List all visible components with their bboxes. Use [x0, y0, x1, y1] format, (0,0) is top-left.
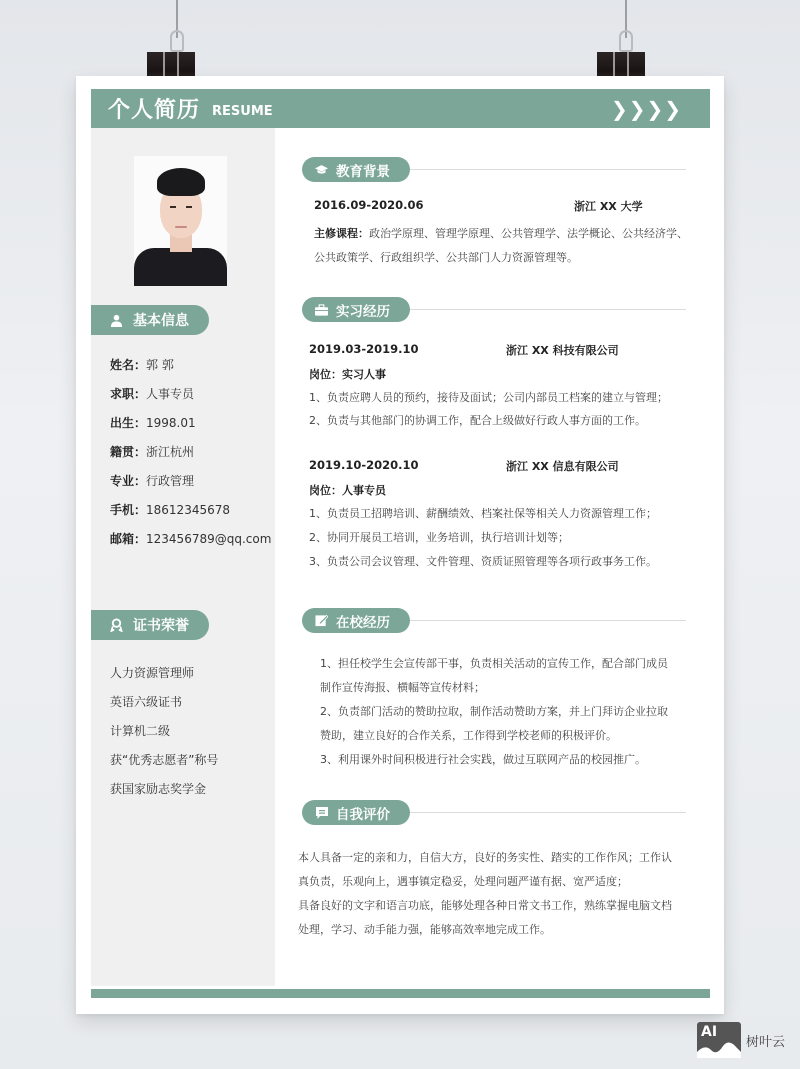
certificates-list [110, 664, 218, 809]
info-label: 求职： [110, 387, 147, 401]
section-divider [410, 620, 686, 621]
resume-title: 个人简历 [108, 98, 201, 123]
campus-pill [302, 608, 410, 633]
job1-duty: 2、负责与其他部门的协调工作，配合上级做好行政人事方面的工作。 [309, 414, 646, 427]
campus-line: 制作宣传海报、横幅等宣传材料； [320, 681, 485, 694]
edit-icon [315, 614, 328, 627]
info-label: 专业： [110, 474, 147, 488]
clip-ring-right [619, 30, 633, 52]
photo-eye [186, 206, 192, 208]
watermark-logo-text: AI [701, 1024, 718, 1040]
self-eval-line: 具备良好的文字和语言功底，能够处理各种日常文书工作，熟练掌握电脑文档 [298, 899, 672, 912]
certificate-item: 获国家励志奖学金 [110, 782, 207, 796]
internship-heading [302, 297, 686, 322]
campus-line: 2、负责部门活动的赞助拉取，制作活动赞助方案，并上门拜访企业拉取 [320, 705, 668, 718]
self-eval-line: 处理，学习、动手能力强，能够高效率地完成工作。 [298, 923, 551, 936]
photo-eye [170, 206, 176, 208]
campus-line: 赞助，建立良好的合作关系，工作得到学校老师的积极评价。 [320, 729, 617, 742]
education-school: 浙江 XX 大学 [574, 200, 643, 213]
photo-mouth [175, 226, 187, 228]
certificate-item: 人力资源管理师 [110, 666, 195, 680]
job2-company: 浙江 XX 信息有限公司 [506, 460, 619, 473]
basic-info-list [110, 356, 271, 559]
campus-line: 1、担任校学生会宣传部干事，负责相关活动的宣传工作，配合部门成员 [320, 657, 668, 670]
section-divider [410, 309, 686, 310]
sidebar [91, 128, 275, 986]
chevrons-right-icon: ❯❯❯❯ [610, 97, 682, 121]
internship-pill [302, 297, 410, 322]
self-eval-line: 真负责，乐观向上，遇事镇定稳妥，处理问题严谨有据、宽严适度； [298, 875, 628, 888]
watermark-logo-icon [697, 1022, 741, 1058]
job2-position: 岗位：人事专员 [309, 484, 386, 497]
job1-date: 2019.03-2019.10 [309, 342, 419, 356]
profile-photo [134, 156, 227, 286]
info-value: 人事专员 [146, 387, 195, 401]
campus-line: 3、利用课外时间积极进行社会实践，做过互联网产品的校园推广。 [320, 753, 646, 766]
clip-ring-left [170, 30, 184, 52]
job2-date: 2019.10-2020.10 [309, 458, 419, 472]
info-value: 郭 郭 [146, 358, 174, 372]
education-title: 教育背景 [336, 163, 390, 180]
info-row-hometown [110, 443, 271, 472]
info-label: 出生： [110, 416, 147, 430]
internship-title: 实习经历 [336, 303, 390, 320]
info-row-phone [110, 501, 271, 530]
basic-info-heading [91, 305, 209, 335]
job2-duty: 3、负责公司会议管理、文件管理、资质证照管理等各项行政事务工作。 [309, 555, 657, 568]
info-label: 籍贯： [110, 445, 147, 459]
self-eval-title: 自我评价 [336, 806, 390, 823]
certificates-title: 证书荣誉 [133, 618, 189, 634]
courses-label: 主修课程： [314, 227, 369, 240]
info-row-birth [110, 414, 271, 443]
photo-hair [157, 168, 205, 196]
certificate-item: 计算机二级 [110, 724, 171, 738]
info-row-email [110, 530, 271, 559]
job1-company: 浙江 XX 科技有限公司 [506, 344, 619, 357]
info-value: 1998.01 [146, 416, 196, 430]
self-eval-line: 本人具备一定的亲和力，自信大方，良好的务实性、踏实的工作作风；工作认 [298, 851, 672, 864]
education-heading [302, 157, 686, 182]
main-content [298, 76, 718, 1014]
info-value: 123456789@qq.com [146, 532, 272, 546]
info-row-major [110, 472, 271, 501]
graduation-cap-icon [315, 163, 328, 176]
user-icon [109, 313, 123, 327]
watermark [697, 1022, 785, 1058]
job2-duty: 1、负责员工招聘培训、薪酬绩效、档案社保等相关人力资源管理工作； [309, 507, 657, 520]
info-label: 手机： [110, 503, 147, 517]
education-pill [302, 157, 410, 182]
info-row-name [110, 356, 271, 385]
basic-info-title: 基本信息 [133, 313, 189, 329]
watermark-text: 树叶云 [746, 1034, 786, 1050]
education-courses-line2: 公共政策学、行政组织学、公共部门人力资源管理等。 [314, 251, 578, 264]
info-label: 姓名： [110, 358, 147, 372]
campus-heading [302, 608, 686, 633]
education-date: 2016.09-2020.06 [314, 198, 424, 212]
job1-position: 岗位：实习人事 [309, 368, 386, 381]
job2-duty: 2、协同开展员工培训，业务培训，执行培训计划等； [309, 531, 569, 544]
campus-title: 在校经历 [336, 614, 390, 631]
courses-value: 政治学原理、管理学原理、公共管理学、法学概论、公共经济学、 [369, 227, 688, 240]
certificates-heading [91, 610, 209, 640]
photo-shirt [134, 248, 227, 286]
job1-duty: 1、负责应聘人员的预约，接待及面试；公司内部员工档案的建立与管理； [309, 391, 668, 404]
section-divider [410, 812, 686, 813]
info-value: 浙江杭州 [146, 445, 195, 459]
award-icon [109, 618, 123, 632]
education-courses-line1 [314, 225, 688, 241]
info-row-job [110, 385, 271, 414]
self-eval-pill [302, 800, 410, 825]
briefcase-icon [315, 303, 328, 316]
certificate-item: 获“优秀志愿者”称号 [110, 753, 219, 767]
self-eval-text [298, 846, 672, 942]
section-divider [410, 169, 686, 170]
resume-paper [76, 76, 724, 1014]
certificate-item: 英语六级证书 [110, 695, 183, 709]
campus-text [320, 652, 668, 772]
comment-icon [315, 806, 328, 819]
self-eval-heading [302, 800, 686, 825]
resume-subtitle: RESUME [212, 103, 273, 119]
info-value: 行政管理 [146, 474, 195, 488]
footer-bar [91, 989, 710, 998]
info-value: 18612345678 [146, 503, 230, 517]
info-label: 邮箱： [110, 532, 147, 546]
